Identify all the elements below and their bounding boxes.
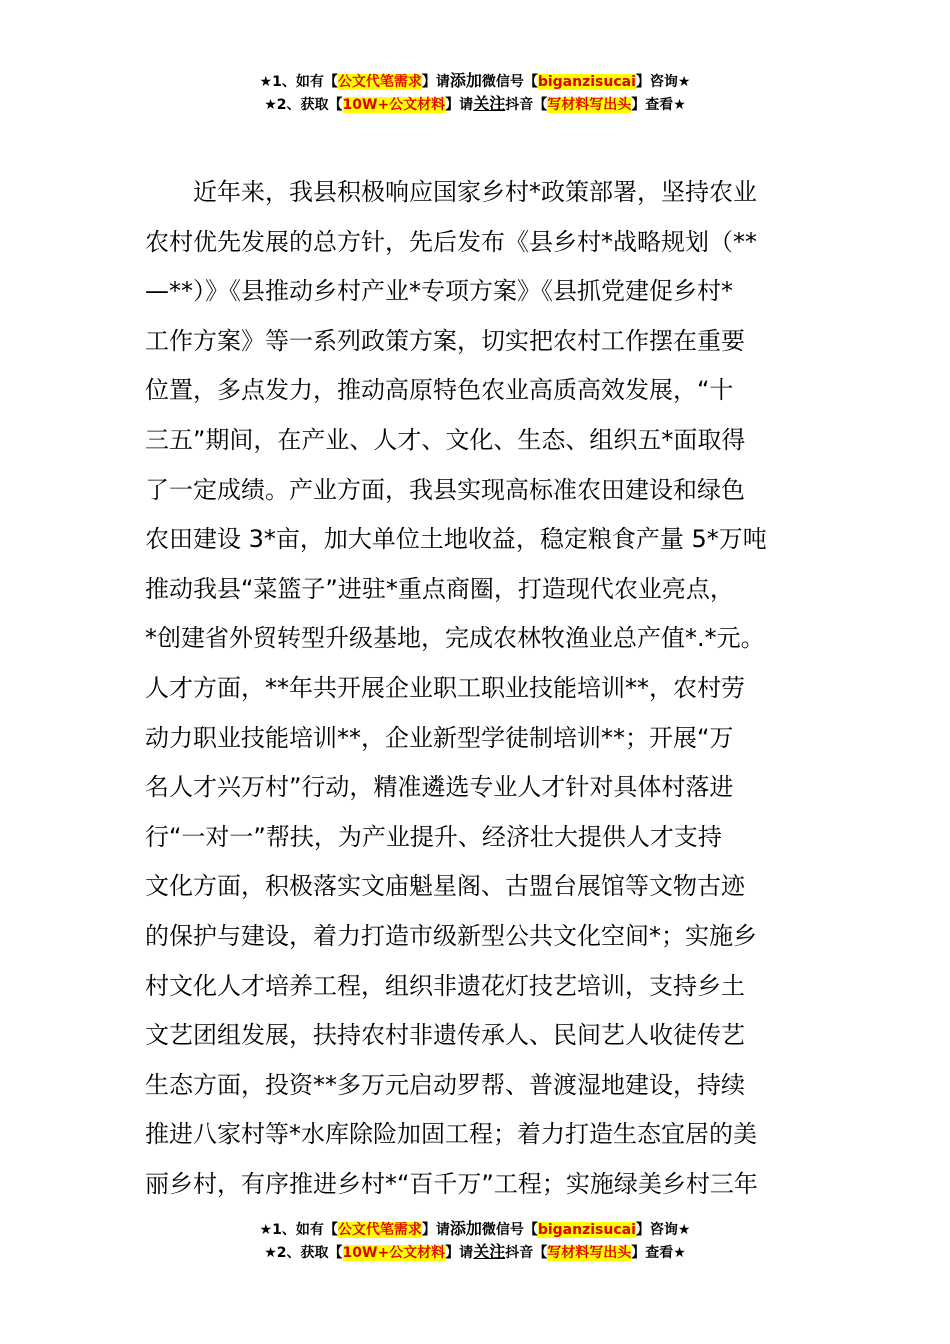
document-body — [145, 168, 810, 1209]
body-line: 文化方面，积极落实文庙魁星阁、古盟台展馆等文物古迹 — [145, 872, 745, 901]
banner-text: 】查看★ — [631, 97, 686, 113]
body-line: —**）》《县推动乡村产业*专项方案》《县抓党建促乡村* — [145, 277, 733, 306]
banner-line-1 — [0, 1218, 950, 1241]
body-line: 农田建设 3*亩，加大单位土地收益，稳定粮食产量 5*万吨 — [145, 525, 767, 554]
highlight-wechat-id: biganzisucai — [537, 1222, 636, 1238]
body-line: 推进八家村等*水库除险加固工程；着力打造生态宜居的美 — [145, 1120, 757, 1149]
body-line: 村文化人才培养工程，组织非遗花灯技艺培训，支持乡土 — [145, 971, 745, 1000]
banner-text: 】请 — [445, 1245, 474, 1261]
body-line: 丽乡村，有序推进乡村*“百千万”工程；实施绿美乡村三年 — [145, 1169, 758, 1198]
banner-emphasis: 关注 — [473, 94, 506, 113]
body-line: 的保护与建设，着力打造市级新型公共文化空间*；实施乡 — [145, 921, 757, 950]
banner-line-1 — [0, 70, 950, 93]
banner-text: 】咨询★ — [635, 1222, 691, 1238]
footer-banner — [0, 1218, 950, 1264]
banner-emphasis: 关注 — [473, 1242, 506, 1261]
highlight-materials: 10W+公文材料 — [342, 97, 446, 113]
body-line: 动力职业技能培训**，企业新型学徒制培训**；开展“万 — [145, 723, 734, 752]
highlight-service: 公文代笔需求 — [337, 1222, 422, 1238]
body-line: 农村优先发展的总方针，先后发布《县乡村*战略规划（** — [145, 227, 757, 256]
banner-text: 】咨询★ — [635, 74, 691, 90]
banner-line-2 — [0, 1241, 950, 1264]
banner-line-2 — [0, 93, 950, 116]
banner-text: 抖音【 — [505, 97, 548, 113]
banner-text: ★1、如有【 — [259, 1222, 338, 1238]
highlight-materials: 10W+公文材料 — [342, 1245, 446, 1261]
banner-text: 微信号【 — [481, 1222, 538, 1238]
body-line: 了一定成绩。产业方面，我县实现高标准农田建设和绿色 — [145, 475, 745, 504]
banner-text: 微信号【 — [481, 74, 538, 90]
banner-emphasis: 添加 — [449, 71, 482, 90]
highlight-douyin-account: 写材料写出头 — [547, 97, 632, 113]
body-line: *创建省外贸转型升级基地，完成农林牧渔业总产值*.*元。 — [145, 624, 765, 653]
body-line: 名人才兴万村”行动，精准遴选专业人才针对具体村落进 — [145, 773, 734, 802]
banner-text: ★2、获取【 — [264, 97, 343, 113]
body-line: 近年来，我县积极响应国家乡村*政策部署，坚持农业 — [145, 178, 757, 206]
banner-text: ★2、获取【 — [264, 1245, 343, 1261]
header-banner — [0, 70, 950, 116]
banner-text: 】请 — [445, 97, 474, 113]
body-line: 推动我县“菜篮子”进驻*重点商圈，打造现代农业亮点， — [145, 574, 734, 603]
banner-text: 】查看★ — [631, 1245, 686, 1261]
body-line: 工作方案》等一系列政策方案，切实把农村工作摆在重要 — [145, 326, 745, 355]
banner-text: ★1、如有【 — [259, 74, 338, 90]
banner-text: 】请 — [421, 1222, 450, 1238]
highlight-service: 公文代笔需求 — [337, 74, 422, 90]
banner-text: 】请 — [421, 74, 450, 90]
body-line: 生态方面，投资**多万元启动罗帮、普渡湿地建设，持续 — [145, 1070, 745, 1099]
body-line: 三五”期间，在产业、人才、文化、生态、组织五*面取得 — [145, 425, 746, 454]
banner-text: 抖音【 — [505, 1245, 548, 1261]
highlight-wechat-id: biganzisucai — [537, 74, 636, 90]
body-line: 位置，多点发力，推动高原特色农业高质高效发展，“十 — [145, 376, 734, 405]
body-line: 文艺团组发展，扶持农村非遗传承人、民间艺人收徒传艺 — [145, 1021, 745, 1050]
body-line: 人才方面，**年共开展企业职工职业技能培训**，农村劳 — [145, 673, 745, 702]
banner-emphasis: 添加 — [449, 1219, 482, 1238]
highlight-douyin-account: 写材料写出头 — [547, 1245, 632, 1261]
body-line: 行“一对一”帮扶，为产业提升、经济壮大提供人才支持 — [145, 822, 722, 851]
